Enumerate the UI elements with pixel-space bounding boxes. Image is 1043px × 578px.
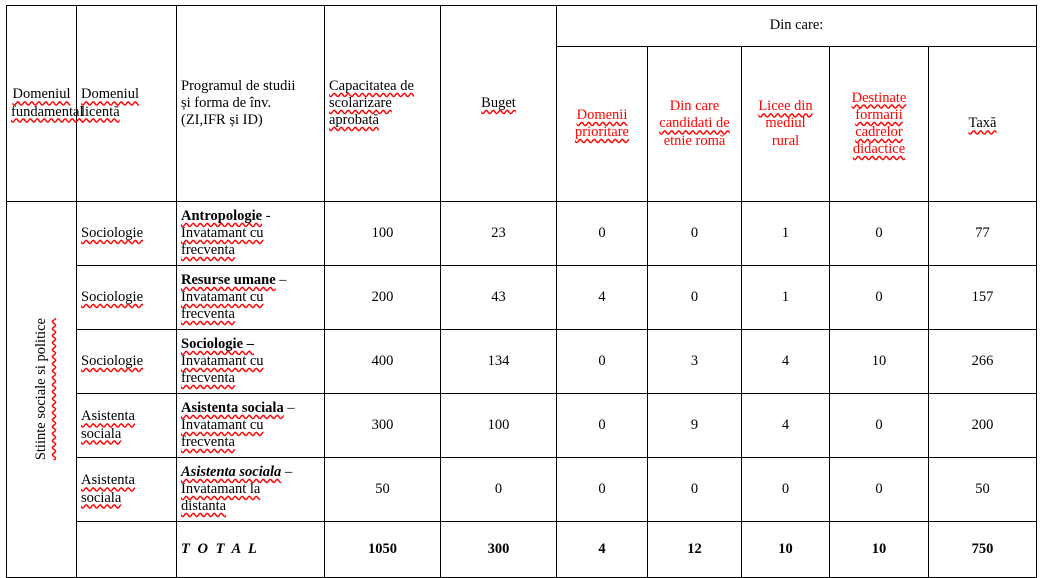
total-teacher-value: 10 (871, 540, 887, 557)
header-domain-line2: licentă (81, 103, 120, 120)
cell-budget (441, 202, 557, 266)
table-row (7, 202, 1037, 266)
row-budget-value: 100 (487, 416, 510, 433)
cell-program (177, 202, 325, 266)
table-row (7, 458, 1037, 522)
cell-domain (77, 330, 177, 394)
row-program-form-line1: Invatamant cu (181, 288, 264, 305)
header-roma-line1: Din care (669, 98, 720, 115)
cell-capacity (325, 266, 441, 330)
cell-priority (557, 458, 648, 522)
row-fee-value: 266 (971, 352, 994, 369)
row-program-form-line2: frecventa (181, 434, 235, 451)
cell-total-fee (929, 522, 1037, 578)
cell-roma (648, 266, 742, 330)
row-priority-value: 0 (598, 352, 606, 369)
total-capacity-value: 1050 (368, 540, 397, 557)
row-program-form-line1: Invatamant cu (181, 416, 264, 433)
row-program-form-line2: frecventa (181, 306, 235, 323)
row-fee-value: 50 (975, 480, 990, 497)
header-din-care (557, 6, 1037, 47)
header-capacity-line1: Capacitatea de (329, 77, 414, 94)
header-capacitate (325, 6, 441, 202)
cell-total-capacity (325, 522, 441, 578)
cell-roma (648, 202, 742, 266)
header-domeniul-fundamental (7, 6, 84, 202)
cell-total-teacher (830, 522, 929, 578)
table-header-group-row (7, 6, 1037, 47)
row-domain-text: Sociologie (81, 288, 144, 305)
header-din-care-label: Din care: (769, 17, 824, 34)
table-row (7, 330, 1037, 394)
cell-program (177, 330, 325, 394)
header-etnie-roma (648, 47, 742, 202)
row-budget-value: 43 (491, 288, 506, 305)
cell-total-empty (77, 522, 177, 578)
header-cadre-didactice (830, 47, 929, 202)
total-fee-value: 750 (971, 540, 994, 557)
cell-domain (77, 202, 177, 266)
header-roma-line3: etnie romă (663, 132, 726, 149)
cell-capacity (325, 394, 441, 458)
row-program-sep: - (262, 207, 271, 224)
admission-capacity-table (6, 5, 1037, 578)
row-priority-value: 0 (598, 224, 606, 241)
total-roma-value: 12 (687, 540, 702, 557)
row-budget-value: 134 (487, 352, 510, 369)
header-program-line2: și forma de înv. (181, 94, 272, 111)
row-program-sep: – (275, 271, 287, 288)
cell-total-priority (557, 522, 648, 578)
total-budget-value: 300 (487, 540, 510, 557)
row-program-name: Antropologie (181, 207, 263, 224)
row-teacher-value: 0 (875, 480, 883, 497)
row-fee-value: 77 (975, 224, 990, 241)
row-roma-value: 0 (690, 224, 699, 241)
cell-capacity (325, 330, 441, 394)
cell-roma (648, 394, 742, 458)
cell-program (177, 394, 325, 458)
row-roma-value: 0 (690, 288, 699, 305)
row-roma-value: 0 (690, 480, 699, 497)
row-program-form-line2: frecventa (181, 370, 235, 387)
cell-teacher (830, 330, 929, 394)
row-rural-value: 1 (781, 288, 790, 305)
row-rural-value: 0 (781, 480, 790, 497)
header-program-line3: (ZI,IFR și ID) (181, 112, 263, 129)
table-total-row (7, 522, 1037, 578)
cell-teacher (830, 394, 929, 458)
header-program-studii (177, 6, 325, 202)
header-fundamental-line2: fundamental (11, 103, 84, 120)
header-roma-line2: candidati de (659, 115, 730, 132)
row-domain-text: Sociologie (81, 224, 144, 241)
header-teacher-line4: didactice (852, 141, 906, 158)
row-priority-value: 4 (598, 288, 606, 305)
cell-fee (929, 458, 1037, 522)
cell-rural (742, 394, 830, 458)
header-priority-line1: Domenii (576, 106, 628, 123)
row-program-name: Sociologie – (181, 335, 254, 352)
header-teacher-line1: Destinate (851, 89, 907, 106)
cell-fee (929, 394, 1037, 458)
row-priority-value: 0 (598, 416, 606, 433)
row-program-form-line1: Invatamant cu (181, 224, 264, 241)
cell-budget (441, 266, 557, 330)
header-fee-label: Taxă (968, 115, 997, 132)
row-teacher-value: 10 (871, 352, 887, 369)
cell-capacity (325, 458, 441, 522)
cell-roma (648, 458, 742, 522)
cell-domain (77, 458, 177, 522)
row-capacity-value: 200 (371, 288, 394, 305)
row-rural-value: 1 (781, 224, 790, 241)
cell-rural (742, 202, 830, 266)
cell-domeniul-fundamental (7, 202, 77, 578)
total-rural-value: 10 (778, 540, 793, 557)
row-fee-value: 157 (971, 288, 994, 305)
cell-total-rural (742, 522, 830, 578)
cell-budget (441, 394, 557, 458)
cell-rural (742, 458, 830, 522)
cell-priority (557, 202, 648, 266)
header-licee-mediul-rural (742, 47, 830, 202)
header-teacher-line2: formarii (855, 106, 903, 123)
row-budget-value: 0 (494, 480, 503, 497)
cell-total-roma (648, 522, 742, 578)
header-capacity-line3: aprobată (329, 112, 379, 129)
cell-priority (557, 394, 648, 458)
cell-fee (929, 202, 1037, 266)
table-row (7, 394, 1037, 458)
row-teacher-value: 0 (875, 224, 883, 241)
cell-total-label (177, 522, 325, 578)
row-priority-value: 0 (598, 480, 606, 497)
header-domeniul-licenta (77, 6, 177, 202)
row-roma-value: 3 (690, 352, 699, 369)
header-rural-line2: mediul (765, 115, 806, 132)
row-rural-value: 4 (781, 352, 790, 369)
row-roma-value: 9 (690, 416, 699, 433)
cell-rural (742, 266, 830, 330)
row-program-name: Asistenta sociala (181, 399, 284, 416)
row-teacher-value: 0 (875, 416, 883, 433)
row-teacher-value: 0 (875, 288, 883, 305)
cell-roma (648, 330, 742, 394)
cell-capacity (325, 202, 441, 266)
header-budget-label: Buget (481, 94, 516, 111)
row-rural-value: 4 (781, 416, 790, 433)
cell-budget (441, 458, 557, 522)
header-priority-line2: prioritare (575, 124, 629, 140)
cell-domain (77, 266, 177, 330)
row-fee-value: 200 (971, 416, 994, 433)
total-label-text: T O T A L (181, 540, 259, 557)
row-program-form-line1: Invatamant cu (181, 352, 264, 369)
table-row (7, 266, 1037, 330)
cell-fee (929, 266, 1037, 330)
fundamental-domain-label: Stiinte sociale si politice (32, 318, 49, 461)
header-rural-line3: rural (771, 132, 800, 149)
cell-rural (742, 330, 830, 394)
header-rural-line1: Licee din (758, 98, 813, 115)
header-fundamental-line1: Domeniul (12, 86, 71, 103)
cell-teacher (830, 458, 929, 522)
cell-priority (557, 330, 648, 394)
header-taxa (929, 47, 1037, 202)
cell-fee (929, 330, 1037, 394)
cell-teacher (830, 202, 929, 266)
cell-domain (77, 394, 177, 458)
row-capacity-value: 50 (375, 480, 390, 497)
total-priority-value: 4 (598, 540, 606, 557)
row-capacity-value: 100 (371, 224, 394, 241)
row-domain-text: Asistenta sociala (81, 408, 135, 442)
header-domain-line1: Domeniul (81, 86, 139, 103)
cell-program (177, 266, 325, 330)
row-program-form-line1: Invatamant la (181, 480, 261, 497)
header-domenii-prioritare (557, 47, 648, 202)
row-program-name: Asistenta sociala (181, 463, 282, 480)
header-capacity-line2: scolarizare (329, 94, 392, 111)
row-program-sep: – (283, 399, 295, 416)
row-domain-text: Sociologie (81, 352, 144, 369)
cell-teacher (830, 266, 929, 330)
header-program-line1: Programul de studii (181, 77, 296, 94)
row-program-sep: – (281, 463, 293, 480)
cell-priority (557, 266, 648, 330)
row-domain-text: Asistenta sociala (81, 472, 135, 506)
header-teacher-line3: cadrelor (855, 124, 903, 140)
row-program-form-line2: distanta (181, 498, 227, 515)
cell-program (177, 458, 325, 522)
row-program-form-line2: frecventa (181, 242, 235, 259)
header-buget (441, 6, 557, 202)
cell-budget (441, 330, 557, 394)
row-capacity-value: 300 (371, 416, 394, 433)
row-capacity-value: 400 (371, 352, 394, 369)
row-program-name: Resurse umane (181, 271, 276, 288)
row-budget-value: 23 (491, 224, 506, 241)
cell-total-budget (441, 522, 557, 578)
